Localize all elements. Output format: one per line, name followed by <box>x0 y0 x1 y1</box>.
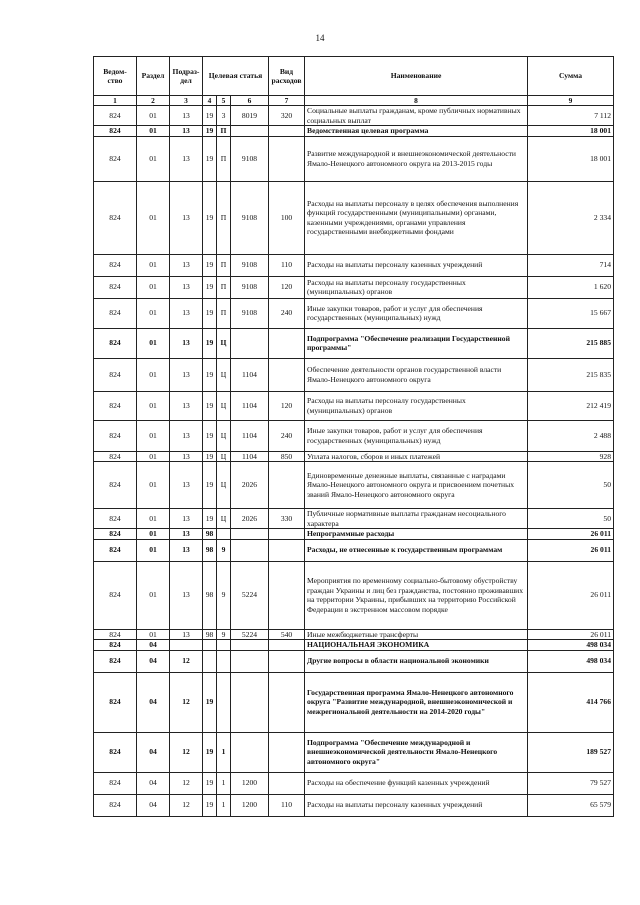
expense-type-cell: 110 <box>269 254 305 276</box>
sum-cell: 215 885 <box>528 328 614 358</box>
target-code-cell <box>231 539 269 561</box>
name-cell: Расходы на обеспечение функций казенных учреждений <box>305 772 528 794</box>
subsection-cell: 13 <box>170 126 203 136</box>
target-subprogram-cell: Ц <box>217 420 231 451</box>
target-code-cell: 5224 <box>231 561 269 629</box>
expense-type-cell: 240 <box>269 420 305 451</box>
header-target: Целевая статья <box>203 57 269 96</box>
target-code-cell <box>231 529 269 539</box>
section-cell: 01 <box>137 391 170 420</box>
expense-type-cell: 100 <box>269 181 305 254</box>
dept-cell: 824 <box>94 420 137 451</box>
name-cell: Расходы, не отнесенные к государственным программам <box>305 539 528 561</box>
expense-type-cell: 540 <box>269 629 305 639</box>
target-program-cell: 19 <box>203 509 217 529</box>
target-subprogram-cell: П <box>217 254 231 276</box>
expense-type-cell <box>269 358 305 391</box>
target-subprogram-cell: 3 <box>217 106 231 126</box>
target-code-cell: 1104 <box>231 420 269 451</box>
header-subsection: Подраз-дел <box>170 57 203 96</box>
target-code-cell <box>231 650 269 672</box>
dept-cell: 824 <box>94 794 137 816</box>
target-subprogram-cell: 9 <box>217 539 231 561</box>
target-program-cell: 19 <box>203 106 217 126</box>
target-program-cell: 98 <box>203 561 217 629</box>
expense-type-cell <box>269 328 305 358</box>
subsection-cell: 13 <box>170 391 203 420</box>
name-cell: Расходы на выплаты персоналу государственных (муниципальных) органов <box>305 276 528 298</box>
target-subprogram-cell: Ц <box>217 509 231 529</box>
section-cell: 01 <box>137 328 170 358</box>
dept-cell: 824 <box>94 298 137 328</box>
target-program-cell: 19 <box>203 254 217 276</box>
target-subprogram-cell: Ц <box>217 358 231 391</box>
target-code-cell: 1104 <box>231 391 269 420</box>
target-subprogram-cell <box>217 650 231 672</box>
section-cell: 01 <box>137 126 170 136</box>
section-cell: 01 <box>137 106 170 126</box>
column-number: 7 <box>269 96 305 106</box>
table-row <box>94 561 614 629</box>
target-subprogram-cell: 9 <box>217 561 231 629</box>
name-cell: Уплата налогов, сборов и иных платежей <box>305 451 528 461</box>
target-subprogram-cell: П <box>217 181 231 254</box>
target-code-cell: 2026 <box>231 462 269 509</box>
subsection-cell: 13 <box>170 254 203 276</box>
target-program-cell: 98 <box>203 539 217 561</box>
expense-type-cell <box>269 561 305 629</box>
sum-cell: 714 <box>528 254 614 276</box>
section-cell: 01 <box>137 462 170 509</box>
dept-cell: 824 <box>94 509 137 529</box>
sum-cell: 212 419 <box>528 391 614 420</box>
section-cell: 01 <box>137 298 170 328</box>
expense-type-cell <box>269 672 305 732</box>
expense-type-cell: 320 <box>269 106 305 126</box>
subsection-cell: 13 <box>170 509 203 529</box>
column-number: 9 <box>528 96 614 106</box>
table-row <box>94 298 614 328</box>
expense-type-cell: 240 <box>269 298 305 328</box>
target-program-cell: 98 <box>203 529 217 539</box>
section-cell: 01 <box>137 420 170 451</box>
dept-cell: 824 <box>94 181 137 254</box>
table-row <box>94 539 614 561</box>
section-cell: 04 <box>137 772 170 794</box>
target-code-cell: 1104 <box>231 358 269 391</box>
expense-type-cell <box>269 462 305 509</box>
sum-cell: 215 835 <box>528 358 614 391</box>
name-cell: Подпрограмма "Обеспечение реализации Государственной программы" <box>305 328 528 358</box>
target-subprogram-cell: 1 <box>217 772 231 794</box>
dept-cell: 824 <box>94 451 137 461</box>
expense-type-cell <box>269 136 305 181</box>
dept-cell: 824 <box>94 650 137 672</box>
target-code-cell: 9108 <box>231 136 269 181</box>
sum-cell: 498 034 <box>528 640 614 650</box>
name-cell: Развитие международной и внешнеэкономической деятельности Ямало-Ненецкого автономного округа на 2013-2015 годы <box>305 136 528 181</box>
sum-cell: 928 <box>528 451 614 461</box>
section-cell: 01 <box>137 629 170 639</box>
target-subprogram-cell: Ц <box>217 391 231 420</box>
target-subprogram-cell: Ц <box>217 451 231 461</box>
expense-type-cell: 110 <box>269 794 305 816</box>
table-row <box>94 106 614 126</box>
target-program-cell <box>203 640 217 650</box>
target-code-cell <box>231 672 269 732</box>
subsection-cell: 13 <box>170 358 203 391</box>
column-number: 2 <box>137 96 170 106</box>
dept-cell: 824 <box>94 672 137 732</box>
subsection-cell: 13 <box>170 181 203 254</box>
table-row <box>94 276 614 298</box>
expense-type-cell: 850 <box>269 451 305 461</box>
target-program-cell: 19 <box>203 276 217 298</box>
subsection-cell: 13 <box>170 420 203 451</box>
target-subprogram-cell: Ц <box>217 328 231 358</box>
subsection-cell: 13 <box>170 298 203 328</box>
name-cell: Иные закупки товаров, работ и услуг для обеспечения государственных (муниципальных) нужд <box>305 298 528 328</box>
section-cell: 01 <box>137 539 170 561</box>
dept-cell: 824 <box>94 328 137 358</box>
target-code-cell: 1104 <box>231 451 269 461</box>
target-code-cell: 1200 <box>231 772 269 794</box>
sum-cell: 498 034 <box>528 650 614 672</box>
name-cell: НАЦИОНАЛЬНАЯ ЭКОНОМИКА <box>305 640 528 650</box>
target-code-cell: 9108 <box>231 181 269 254</box>
section-cell: 01 <box>137 509 170 529</box>
table-row <box>94 254 614 276</box>
target-code-cell <box>231 126 269 136</box>
target-program-cell: 19 <box>203 126 217 136</box>
target-program-cell: 19 <box>203 451 217 461</box>
expense-type-cell <box>269 650 305 672</box>
target-code-cell: 8019 <box>231 106 269 126</box>
subsection-cell: 13 <box>170 629 203 639</box>
header-sum: Сумма <box>528 57 614 96</box>
target-program-cell: 19 <box>203 328 217 358</box>
dept-cell: 824 <box>94 640 137 650</box>
name-cell: Расходы на выплаты персоналу государственных (муниципальных) органов <box>305 391 528 420</box>
table-row <box>94 181 614 254</box>
table-row <box>94 794 614 816</box>
target-subprogram-cell: 1 <box>217 794 231 816</box>
expense-type-cell <box>269 640 305 650</box>
target-program-cell: 19 <box>203 794 217 816</box>
target-code-cell: 9108 <box>231 298 269 328</box>
table-row <box>94 462 614 509</box>
sum-cell: 2 488 <box>528 420 614 451</box>
target-code-cell: 2026 <box>231 509 269 529</box>
target-program-cell: 19 <box>203 136 217 181</box>
target-program-cell: 19 <box>203 391 217 420</box>
subsection-cell: 13 <box>170 462 203 509</box>
target-subprogram-cell <box>217 672 231 732</box>
page-number: 14 <box>315 33 325 43</box>
name-cell: Мероприятия по временному социально-бытовому обустройству граждан Украины и лиц без гражданства, постоянно проживавших на территории Украины, прибывших на территорию Российской Федерации в экстренном массовом порядке <box>305 561 528 629</box>
target-program-cell: 19 <box>203 358 217 391</box>
expense-type-cell: 120 <box>269 391 305 420</box>
target-subprogram-cell: П <box>217 298 231 328</box>
section-cell: 04 <box>137 732 170 772</box>
target-program-cell: 19 <box>203 672 217 732</box>
sum-cell: 65 579 <box>528 794 614 816</box>
column-number-row <box>94 96 614 106</box>
subsection-cell <box>170 640 203 650</box>
target-program-cell: 98 <box>203 629 217 639</box>
subsection-cell: 13 <box>170 276 203 298</box>
table-row <box>94 126 614 136</box>
dept-cell: 824 <box>94 358 137 391</box>
table-body <box>94 106 614 816</box>
subsection-cell: 12 <box>170 794 203 816</box>
sum-cell: 1 620 <box>528 276 614 298</box>
sum-cell: 414 766 <box>528 672 614 732</box>
column-number: 5 <box>217 96 231 106</box>
target-code-cell: 1200 <box>231 794 269 816</box>
subsection-cell: 12 <box>170 650 203 672</box>
target-subprogram-cell: 1 <box>217 732 231 772</box>
expense-type-cell <box>269 126 305 136</box>
subsection-cell: 13 <box>170 328 203 358</box>
section-cell: 04 <box>137 672 170 732</box>
dept-cell: 824 <box>94 136 137 181</box>
name-cell: Подпрограмма "Обеспечение международной и внешнеэкономической деятельности Ямало-Ненецкого автономного округа" <box>305 732 528 772</box>
section-cell: 01 <box>137 561 170 629</box>
name-cell: Расходы на выплаты персоналу казенных учреждений <box>305 254 528 276</box>
sum-cell: 79 527 <box>528 772 614 794</box>
sum-cell: 26 011 <box>528 529 614 539</box>
target-program-cell: 19 <box>203 772 217 794</box>
expense-type-cell <box>269 772 305 794</box>
section-cell: 01 <box>137 276 170 298</box>
section-cell: 04 <box>137 640 170 650</box>
table-row <box>94 509 614 529</box>
subsection-cell: 12 <box>170 772 203 794</box>
dept-cell: 824 <box>94 539 137 561</box>
header-name: Наименование <box>305 57 528 96</box>
expense-type-cell: 330 <box>269 509 305 529</box>
dept-cell: 824 <box>94 254 137 276</box>
dept-cell: 824 <box>94 391 137 420</box>
header-dept: Ведом-ство <box>94 57 137 96</box>
sum-cell: 7 112 <box>528 106 614 126</box>
target-code-cell <box>231 640 269 650</box>
table-row <box>94 629 614 639</box>
target-subprogram-cell <box>217 529 231 539</box>
subsection-cell: 13 <box>170 106 203 126</box>
table-row <box>94 451 614 461</box>
sum-cell: 50 <box>528 509 614 529</box>
target-subprogram-cell <box>217 640 231 650</box>
name-cell: Иные межбюджетные трансферты <box>305 629 528 639</box>
dept-cell: 824 <box>94 561 137 629</box>
target-code-cell <box>231 328 269 358</box>
expense-type-cell: 120 <box>269 276 305 298</box>
table-row <box>94 328 614 358</box>
target-subprogram-cell: П <box>217 276 231 298</box>
table-row <box>94 772 614 794</box>
sum-cell: 189 527 <box>528 732 614 772</box>
header-section: Раздел <box>137 57 170 96</box>
sum-cell: 26 011 <box>528 629 614 639</box>
sum-cell: 50 <box>528 462 614 509</box>
name-cell: Ведомственная целевая программа <box>305 126 528 136</box>
table-row <box>94 420 614 451</box>
target-subprogram-cell: П <box>217 126 231 136</box>
section-cell: 01 <box>137 181 170 254</box>
dept-cell: 824 <box>94 126 137 136</box>
header-row <box>94 57 614 96</box>
budget-table <box>93 56 614 817</box>
sum-cell: 15 667 <box>528 298 614 328</box>
subsection-cell: 13 <box>170 136 203 181</box>
column-number: 6 <box>231 96 269 106</box>
table-row <box>94 672 614 732</box>
name-cell: Непрограммные расходы <box>305 529 528 539</box>
subsection-cell: 13 <box>170 561 203 629</box>
target-program-cell: 19 <box>203 732 217 772</box>
dept-cell: 824 <box>94 276 137 298</box>
section-cell: 04 <box>137 794 170 816</box>
subsection-cell: 13 <box>170 529 203 539</box>
target-program-cell: 19 <box>203 462 217 509</box>
target-code-cell <box>231 732 269 772</box>
section-cell: 01 <box>137 136 170 181</box>
dept-cell: 824 <box>94 529 137 539</box>
expense-type-cell <box>269 732 305 772</box>
subsection-cell: 12 <box>170 732 203 772</box>
name-cell: Социальные выплаты гражданам, кроме публичных нормативных социальных выплат <box>305 106 528 126</box>
name-cell: Расходы на выплаты персоналу казенных учреждений <box>305 794 528 816</box>
name-cell: Расходы на выплаты персоналу в целях обеспечения выполнения функций государственными (муниципальными) органами, казенными учреждениями, органами управления государственными внебюджетными фондами <box>305 181 528 254</box>
subsection-cell: 13 <box>170 539 203 561</box>
expense-type-cell <box>269 539 305 561</box>
name-cell: Иные закупки товаров, работ и услуг для обеспечения государственных (муниципальных) нужд <box>305 420 528 451</box>
column-number: 4 <box>203 96 217 106</box>
subsection-cell: 13 <box>170 451 203 461</box>
target-subprogram-cell: Ц <box>217 462 231 509</box>
table-row <box>94 732 614 772</box>
sum-cell: 26 011 <box>528 539 614 561</box>
sum-cell: 18 001 <box>528 126 614 136</box>
header-exp-type: Вид расходов <box>269 57 305 96</box>
section-cell: 01 <box>137 451 170 461</box>
table-row <box>94 391 614 420</box>
target-program-cell: 19 <box>203 181 217 254</box>
target-code-cell: 9108 <box>231 276 269 298</box>
sum-cell: 18 001 <box>528 136 614 181</box>
column-number: 1 <box>94 96 137 106</box>
target-subprogram-cell: 9 <box>217 629 231 639</box>
dept-cell: 824 <box>94 106 137 126</box>
section-cell: 01 <box>137 358 170 391</box>
section-cell: 01 <box>137 529 170 539</box>
name-cell: Другие вопросы в области национальной экономики <box>305 650 528 672</box>
dept-cell: 824 <box>94 629 137 639</box>
subsection-cell: 12 <box>170 672 203 732</box>
table-row <box>94 650 614 672</box>
name-cell: Единовременные денежные выплаты, связанные с наградами Ямало-Ненецкого автономного округа и присвоением почетных званий Ямало-Ненецкого автономного округа <box>305 462 528 509</box>
table-row <box>94 640 614 650</box>
dept-cell: 824 <box>94 772 137 794</box>
target-code-cell: 9108 <box>231 254 269 276</box>
sum-cell: 26 011 <box>528 561 614 629</box>
section-cell: 04 <box>137 650 170 672</box>
section-cell: 01 <box>137 254 170 276</box>
dept-cell: 824 <box>94 732 137 772</box>
column-number: 8 <box>305 96 528 106</box>
sum-cell: 2 334 <box>528 181 614 254</box>
target-code-cell: 5224 <box>231 629 269 639</box>
target-subprogram-cell: П <box>217 136 231 181</box>
table-row <box>94 136 614 181</box>
name-cell: Обеспечение деятельности органов государственной власти Ямало-Ненецкого автономного округа <box>305 358 528 391</box>
target-program-cell <box>203 650 217 672</box>
target-program-cell: 19 <box>203 420 217 451</box>
expense-type-cell <box>269 529 305 539</box>
name-cell: Государственная программа Ямало-Ненецкого автономного округа "Развитие международной, внешнеэкономической и межрегиональной деятельности на 2014-2020 годы" <box>305 672 528 732</box>
name-cell: Публичные нормативные выплаты гражданам несоциального характера <box>305 509 528 529</box>
dept-cell: 824 <box>94 462 137 509</box>
column-number: 3 <box>170 96 203 106</box>
target-program-cell: 19 <box>203 298 217 328</box>
table-row <box>94 529 614 539</box>
table-row <box>94 358 614 391</box>
